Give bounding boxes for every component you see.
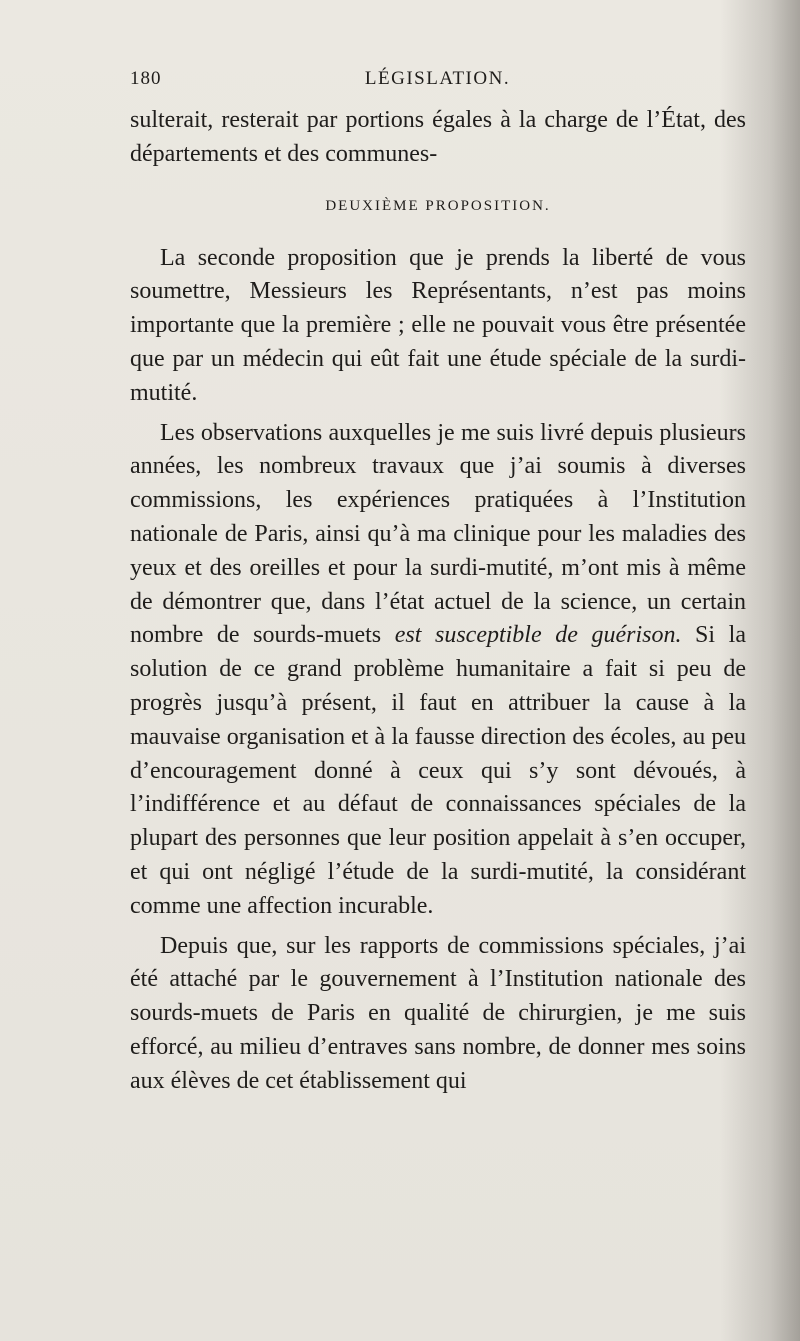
- paragraph-second-proposition: La seconde proposition que je prends la liberté de vous soumettre, Messieurs les Représentants, n’est pas moins importante que la première ; elle ne pouvait vous être présentée que par un médecin qui eût fait une étude spéciale de la surdi-mutité.: [130, 244, 746, 406]
- paragraph-observations-text-2: Si la solution de ce grand problème humanitaire a fait si peu de progrès jusqu’à présent, il faut en attribuer la cause à la mauvaise organisation et à la fausse direction des écoles, au peu d’encouragement donné à ceux qui s’y sont dévoués, à l’indifférence et au défaut de connaissances spéciales de la plupart des personnes que leur position appelait à s’en occuper, et qui ont négligé l’étude de la surdi-mutité, la considérant comme une affection incurable.: [130, 622, 746, 919]
- paragraph-observations-text-1: Les observations auxquelles je me suis livré depuis plusieurs années, les nombreux travaux que j’ai soumis à diverses commissions, les expériences pratiquées à l’Institution nationale de Paris, ainsi qu’à ma clinique pour les maladies des yeux et des oreilles et pour la surdi-mutité, m’ont mis à même de démontrer que, dans l’état actuel de la science, un certain nombre de sourds-muets: [130, 419, 746, 649]
- page-number: 180: [130, 68, 162, 89]
- paragraph-observations: [130, 417, 746, 924]
- body-text: [130, 104, 746, 1099]
- italic-phrase: est susceptible de guérison.: [394, 622, 682, 649]
- section-heading: DEUXIÈME PROPOSITION.: [325, 197, 551, 214]
- paragraph-since: Depuis que, sur les rapports de commissions spéciales, j’ai été attaché par le gouvernement à l’Institution nationale des sourds-muets de Paris en qualité de chirurgien, je me suis efforcé, au milieu d’entraves sans nombre, de donner mes soins aux élèves de cet établissement qui: [130, 932, 746, 1094]
- paragraph-continuation: sulterait, resterait par portions égales à la charge de l’État, des départements et des communes-: [130, 107, 746, 167]
- page-header: [130, 68, 745, 98]
- running-head: LÉGISLATION.: [364, 68, 511, 89]
